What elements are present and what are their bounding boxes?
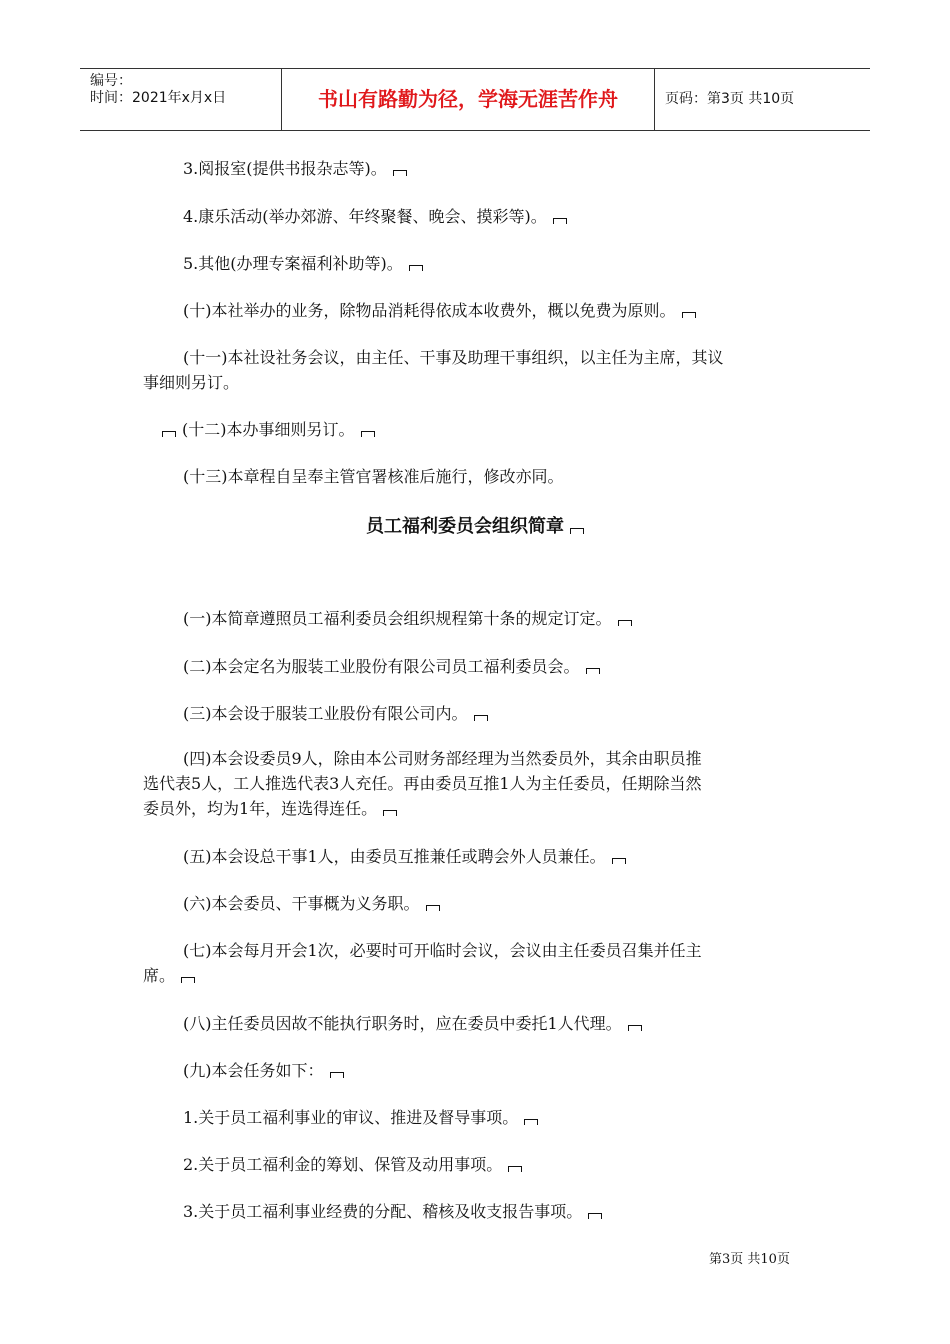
list-item (183, 1200, 602, 1224)
paragraph-text: (三)本会设于服装工业股份有限公司内。 (183, 704, 468, 723)
header-meta (80, 69, 282, 130)
page-footer: 第3页 共10页 (709, 1252, 790, 1267)
paragraph-mark-icon (162, 431, 176, 437)
paragraph-mark-icon (409, 265, 423, 271)
header-page-number: 页码：第3页 共10页 (665, 91, 795, 107)
paragraph-text: 委员外，均为1年，连选得连任。 (143, 799, 378, 818)
list-item-text: 2.关于员工福利金的筹划、保管及动用事项。 (183, 1155, 503, 1174)
paragraph-text: (九)本会任务如下： (183, 1061, 324, 1080)
paragraph-line: (四)本会设委员9人，除由本公司财务部经理为当然委员外，其余由职员推 (183, 749, 702, 768)
paragraph-mark-icon (570, 528, 584, 534)
paragraph-mark-icon (618, 620, 632, 626)
paragraph-text: (八)主任委员因故不能执行职务时，应在委员中委托1人代理。 (183, 1014, 622, 1033)
paragraph (162, 418, 375, 442)
paragraph (183, 299, 696, 323)
paragraph (183, 892, 440, 916)
paragraph-text: 席。 (143, 966, 176, 985)
paragraph-text: 4.康乐活动(举办郊游、年终聚餐、晚会、摸彩等)。 (183, 207, 547, 226)
document-header (80, 68, 870, 131)
list-item-text: 1.关于员工福利事业的审议、推进及督导事项。 (183, 1108, 519, 1127)
list-item-text: 3.关于员工福利事业经费的分配、稽核及收支报告事项。 (183, 1202, 583, 1221)
paragraph-text: (一)本简章遵照员工福利委员会组织规程第十条的规定订定。 (183, 609, 612, 628)
paragraph-mark-icon (426, 905, 440, 911)
paragraph-mark-icon (588, 1213, 602, 1219)
paragraph-mark-icon (524, 1119, 538, 1125)
paragraph (183, 702, 488, 726)
paragraph-mark-icon (612, 858, 626, 864)
paragraph-line: 事细则另订。 (143, 373, 240, 392)
header-motto: 书山有路勤为径，学海无涯苦作舟 (282, 69, 655, 130)
paragraph (183, 205, 567, 229)
document-date: 时间：2021年x月x日 (90, 90, 227, 106)
paragraph-mark-icon (181, 977, 195, 983)
paragraph-text: 5.其他(办理专案福利补助等)。 (183, 254, 403, 273)
paragraph-text: 3.阅报室(提供书报杂志等)。 (183, 159, 387, 178)
paragraph (183, 607, 632, 631)
list-item (183, 1106, 538, 1130)
paragraph (183, 252, 423, 276)
paragraph-line (143, 964, 195, 988)
paragraph (183, 1012, 642, 1036)
paragraph-mark-icon (508, 1166, 522, 1172)
paragraph-text: (五)本会设总干事1人，由委员互推兼任或聘会外人员兼任。 (183, 847, 606, 866)
paragraph-line (143, 797, 397, 821)
paragraph-text: (二)本会定名为服装工业股份有限公司员工福利委员会。 (183, 657, 580, 676)
paragraph (183, 655, 600, 679)
section-title-text: 员工福利委员会组织简章 (366, 516, 564, 537)
paragraph (183, 845, 626, 869)
paragraph-text: (十二)本办事细则另订。 (182, 420, 355, 439)
paragraph-text: (十)本社举办的业务，除物品消耗得依成本收费外，概以免费为原则。 (183, 301, 676, 320)
paragraph-line: (七)本会每月开会1次，必要时可开临时会议，会议由主任委员召集并任主 (183, 941, 702, 960)
paragraph-line: 选代表5人，工人推选代表3人充任。再由委员互推1人为主任委员，任期除当然 (143, 774, 702, 793)
paragraph-mark-icon (361, 431, 375, 437)
section-title (0, 512, 950, 538)
paragraph-mark-icon (474, 715, 488, 721)
paragraph-mark-icon (628, 1025, 642, 1031)
paragraph: (十三)本章程自呈奉主管官署核准后施行，修改亦同。 (183, 467, 564, 486)
paragraph-line: (十一)本社设社务会议，由主任、干事及助理干事组织，以主任为主席，其议 (183, 348, 724, 367)
paragraph (183, 157, 407, 181)
paragraph-mark-icon (393, 170, 407, 176)
paragraph-mark-icon (383, 810, 397, 816)
paragraph (183, 1059, 344, 1083)
list-item (183, 1153, 522, 1177)
paragraph-mark-icon (330, 1072, 344, 1078)
paragraph-mark-icon (586, 668, 600, 674)
paragraph-mark-icon (682, 312, 696, 318)
paragraph-mark-icon (553, 218, 567, 224)
paragraph-text: (六)本会委员、干事概为义务职。 (183, 894, 420, 913)
document-number: 编号： (90, 73, 132, 89)
